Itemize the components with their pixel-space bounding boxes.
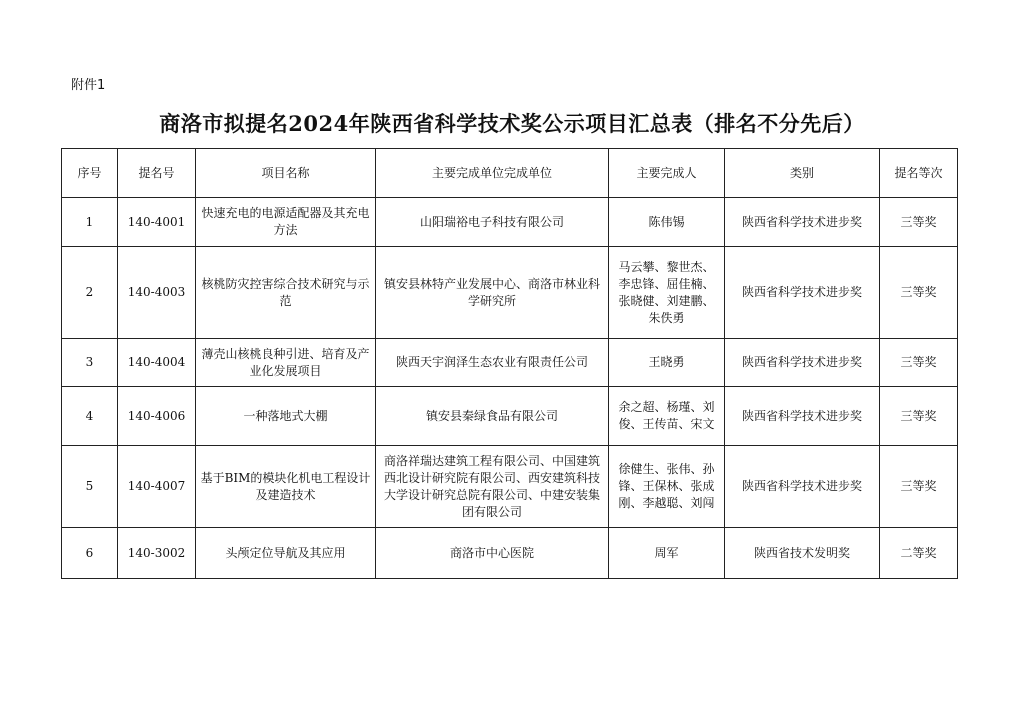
attachment-label: 附件1	[71, 78, 106, 93]
col-header-no: 序号	[62, 149, 118, 198]
cell-units: 陕西天宇润泽生态农业有限责任公司	[376, 339, 609, 387]
cell-no: 2	[62, 247, 118, 339]
col-header-people: 主要完成人	[609, 149, 725, 198]
cell-units: 商洛祥瑞达建筑工程有限公司、中国建筑西北设计研究院有限公司、西安建筑科技大学设计研究总院有限公司、中建安装集团有限公司	[376, 446, 609, 528]
cell-project: 薄壳山核桃良种引进、培育及产业化发展项目	[196, 339, 376, 387]
cell-category: 陕西省科学技术进步奖	[725, 247, 880, 339]
col-header-project: 项目名称	[196, 149, 376, 198]
col-header-units: 主要完成单位完成单位	[376, 149, 609, 198]
cell-category: 陕西省科学技术进步奖	[725, 339, 880, 387]
cell-project: 基于BIM的模块化机电工程设计及建造技术	[196, 446, 376, 528]
cell-people: 徐健生、张伟、孙锋、王保林、张成刚、李越聪、刘闯	[609, 446, 725, 528]
col-header-grade: 提名等次	[880, 149, 958, 198]
cell-people: 王晓勇	[609, 339, 725, 387]
cell-project: 核桃防灾控害综合技术研究与示范	[196, 247, 376, 339]
table-row	[62, 446, 958, 528]
cell-units: 山阳瑞裕电子科技有限公司	[376, 198, 609, 247]
col-header-id: 提名号	[118, 149, 196, 198]
cell-no: 5	[62, 446, 118, 528]
table-row	[62, 339, 958, 387]
page-title: 商洛市拟提名2024年陕西省科学技术奖公示项目汇总表（排名不分先后）	[159, 111, 865, 136]
cell-units: 镇安县秦绿食品有限公司	[376, 387, 609, 446]
cell-grade: 三等奖	[880, 387, 958, 446]
cell-id: 140-4007	[118, 446, 196, 528]
table-row	[62, 387, 958, 446]
cell-grade: 三等奖	[880, 198, 958, 247]
table-header-row	[62, 149, 958, 198]
nomination-table	[61, 148, 958, 579]
cell-category: 陕西省科学技术进步奖	[725, 198, 880, 247]
cell-units: 商洛市中心医院	[376, 528, 609, 579]
col-header-category: 类别	[725, 149, 880, 198]
cell-category: 陕西省科学技术进步奖	[725, 387, 880, 446]
cell-grade: 二等奖	[880, 528, 958, 579]
cell-grade: 三等奖	[880, 247, 958, 339]
cell-id: 140-4004	[118, 339, 196, 387]
cell-project: 一种落地式大棚	[196, 387, 376, 446]
cell-id: 140-4001	[118, 198, 196, 247]
cell-no: 3	[62, 339, 118, 387]
cell-category: 陕西省技术发明奖	[725, 528, 880, 579]
table-row	[62, 247, 958, 339]
cell-category: 陕西省科学技术进步奖	[725, 446, 880, 528]
cell-units: 镇安县林特产业发展中心、商洛市林业科学研究所	[376, 247, 609, 339]
cell-no: 4	[62, 387, 118, 446]
cell-id: 140-4006	[118, 387, 196, 446]
table-row	[62, 198, 958, 247]
table-row	[62, 528, 958, 579]
cell-people: 马云攀、黎世杰、李忠锋、屈佳楠、张晓健、刘建鹏、朱佚勇	[609, 247, 725, 339]
cell-people: 陈伟锡	[609, 198, 725, 247]
cell-grade: 三等奖	[880, 339, 958, 387]
cell-project: 快速充电的电源适配器及其充电方法	[196, 198, 376, 247]
cell-id: 140-3002	[118, 528, 196, 579]
cell-grade: 三等奖	[880, 446, 958, 528]
cell-project: 头颅定位导航及其应用	[196, 528, 376, 579]
cell-no: 1	[62, 198, 118, 247]
cell-no: 6	[62, 528, 118, 579]
cell-id: 140-4003	[118, 247, 196, 339]
cell-people: 余之超、杨瑾、刘俊、王传苗、宋文	[609, 387, 725, 446]
cell-people: 周军	[609, 528, 725, 579]
